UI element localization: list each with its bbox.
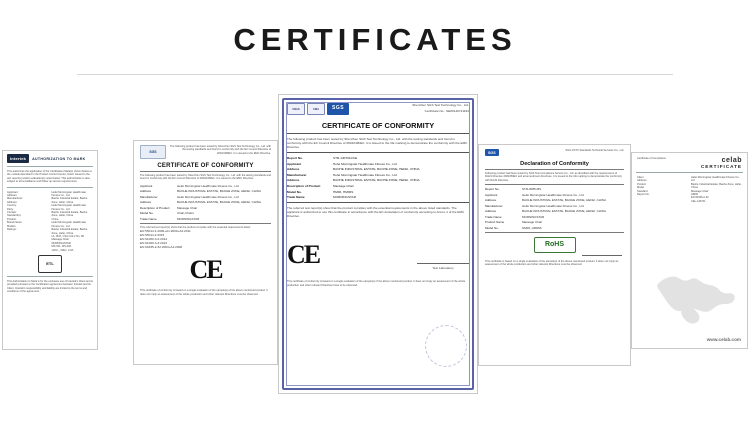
world-map-watermark-icon: [649, 262, 745, 332]
field-value: CEL-140721: [691, 199, 706, 203]
standard-item: EN 55014-1:2006+A1:2009+A2:2011: [140, 229, 191, 234]
field-value: Hefei Morningstar Healthmate Fitness Co., Ltd: [691, 176, 741, 183]
field-row: [479, 215, 630, 219]
sgs-logo-icon: SGS: [485, 149, 499, 156]
field-row: [134, 206, 277, 210]
divider: [485, 169, 624, 170]
rohs-issuer: SGS-CSTC Standards Technical Services Co., Ltd.: [565, 149, 624, 152]
divider: [287, 133, 469, 134]
field-key: Manufacturer: [287, 172, 307, 177]
field-key: Manufacturer: [140, 194, 158, 199]
sgs-logo-icon: SGS: [327, 103, 349, 115]
field-row: [287, 173, 469, 177]
field-key: Client: [637, 176, 644, 179]
page-title: CERTIFICATES: [233, 22, 517, 57]
intertek-header: [3, 151, 97, 163]
field-key: Contact:: [7, 211, 17, 215]
field-row: [479, 209, 630, 213]
ce-standards-list: [134, 229, 277, 249]
field-value: BAOHE INDUSTRIAL ESTATE, BAOHE ZONE, HEFEI, CHINA: [177, 189, 261, 194]
celab-heading: CERTIFICATE: [700, 164, 742, 169]
celab-logo: celab: [721, 157, 742, 164]
field-row: [287, 167, 469, 171]
field-value: Baohe Industrial Estate, Baohe Zone, Hefei, China: [51, 211, 88, 218]
accreditation-badge-icon: CNAS: [287, 103, 305, 115]
intertek-footer: This Authorization to Mark is for the exclusive use of Intertek's Client and is provided pursuant to the Certification agreement between Intertek and its Client. Intertek's responsibility and liability are limited to the terms and conditions of the agreement.: [7, 279, 93, 294]
field-key: Model: [637, 186, 645, 190]
field-row: [479, 187, 630, 191]
ce-mark-icon: CE: [189, 255, 222, 285]
field-key: Standard(s):: [7, 214, 22, 218]
divider: [636, 172, 743, 173]
field-key: Address: [637, 179, 647, 183]
certificate-ce-conformity[interactable]: [133, 140, 278, 365]
intertek-fields: [3, 191, 97, 252]
field-value: MORNINGSTAR: [333, 195, 356, 200]
celab-header: [632, 153, 747, 169]
field-key: Report No.: [637, 193, 650, 197]
field-key: Models:: [7, 224, 17, 228]
field-value: MS-001, MS-002: [51, 245, 72, 249]
field-key: Address: [287, 178, 300, 183]
field-key: Address: [140, 189, 152, 194]
field-key: Description of Product: [140, 205, 170, 210]
field-row: [287, 156, 469, 160]
conformity-heading: CERTIFICATE OF CONFORMITY: [321, 121, 435, 130]
field-key: Trade Name: [140, 216, 157, 221]
ce-standards-label: This referred test report(s) show that the product complies with the essential requirements listed:: [140, 225, 251, 229]
field-row: [134, 189, 277, 193]
field-key: Manufacturer:: [7, 197, 24, 201]
field-row: [479, 198, 630, 202]
field-value: Massage Chair: [333, 183, 354, 188]
certificate-intertek[interactable]: [2, 150, 98, 350]
field-value: Hefei Morningstar Healthmate Fitness Co., Ltd: [522, 192, 584, 197]
cert-no-label: Certificate No.:: [424, 109, 446, 113]
signature-line: [417, 263, 469, 264]
field-value: Massage Chair: [691, 189, 709, 193]
field-key: Country:: [7, 204, 17, 208]
field-key: Applicant: [140, 183, 153, 188]
field-key: Manufacturer: [485, 203, 503, 208]
title-divider: [77, 74, 673, 75]
sgs-logo-icon: SGS: [140, 145, 166, 159]
field-value: BAOHE INDUSTRIAL ESTATE, BAOHE ZONE, HEFEI, CHINA: [177, 200, 261, 205]
field-value: MORNINGSTAR: [51, 241, 71, 245]
conformity-footer: This certificate of conformity is based on a single evaluation of the sample(s) of the above mentioned product. It does not imply an assessment of the whole production and other relevant Directives have to be observed.: [287, 280, 466, 287]
certificate-rohs-declaration[interactable]: [478, 144, 631, 366]
field-value: Baohe Industrial Estate, Baohe Zone, Hefei, China: [51, 197, 88, 204]
field-value: BAOHE INDUSTRIAL ESTATE, BAOHE ZONE, HEFEI, CHINA: [522, 198, 606, 203]
field-key: Address: [485, 209, 497, 214]
field-value: Massage Chair: [177, 205, 198, 210]
celab-fields: [632, 176, 747, 203]
field-key: Ratings:: [7, 228, 17, 232]
field-key: Report No.: [485, 187, 500, 192]
field-key: Report No.: [287, 156, 303, 160]
field-key: Model No.: [140, 211, 154, 216]
cert-no-value: SEZ0140721194: [446, 109, 469, 113]
field-value: HM06, HM06S: [333, 189, 354, 194]
divider: [7, 166, 93, 167]
rohs-fields: [479, 187, 630, 230]
field-value: Hefei Morningstar Healthmate Fitness Co., Ltd: [522, 203, 584, 208]
field-value: BAOHE INDUSTRIAL ESTATE, BAOHE ZONE, HEFEI, CHINA: [333, 167, 420, 172]
field-value: HM06: [691, 193, 698, 197]
field-value: Hefei Morningstar Healthmate Fitness Co., Ltd: [51, 221, 86, 228]
field-value: HM06, HM06S: [522, 225, 542, 230]
conformity-header: [287, 103, 469, 115]
field-row: [287, 184, 469, 188]
field-row: [134, 200, 277, 204]
field-row: [287, 162, 469, 166]
field-key: Party:: [7, 207, 14, 211]
field-value: 120V~, 60Hz, 2.0A: [51, 248, 74, 252]
certificate-of-conformity[interactable]: [278, 94, 478, 394]
conformity-intro: The following product has been tested by Shenzhen SGS Test Technology Co., Ltd. with the testing standards and found in conformity with the EC Council Directive of 2004/108/EC. It is issued to the CE marking to demonstrate the conformity with the EMC Directive.: [287, 137, 468, 149]
field-value: UL 1647, CSA C22.2 No. 68: [51, 234, 84, 238]
field-row: [479, 204, 630, 208]
field-value: Hefei Morningstar Healthmate Fitness Co., Ltd: [177, 194, 239, 199]
field-value: BAOHE INDUSTRIAL ESTATE, BAOHE ZONE, HEFEI, CHINA: [333, 178, 420, 183]
field-value: Hefei Morningstar Healthmate Fitness Co., Ltd: [51, 190, 86, 198]
field-key: Description of Product: [287, 183, 321, 188]
field-value: Hefei Morningstar Healthmate Fitness Co., Ltd: [333, 172, 397, 177]
field-row: [134, 211, 277, 215]
conformity-standards-label: The referred test report(s) show that the product complies with the essential requirements in the above listed standards. The applicant is authorized to use this certificate in accordance with the EC declaration of conformity according to Annex 1 of the EMC Directive.: [287, 206, 465, 219]
divider: [287, 152, 469, 153]
field-row: [287, 178, 469, 182]
rohs-footer: This certificate is based on a single evaluation of the sample(s) of the above mentioned product. It does not imply an assessment of the whole production and other relevant Directives must be observed.: [485, 259, 619, 267]
ce-footer: This certificate of conformity is based on a single evaluation of the sample(s) of the above mentioned product. It does not imply an assessment of the whole production and other relevant Directives must be observed.: [140, 289, 268, 296]
field-key: Applicant: [485, 192, 498, 197]
accreditation-badges: [287, 103, 349, 115]
accreditation-badge-icon: CMA: [307, 103, 325, 115]
field-value: Chair-Chairs: [177, 211, 194, 216]
divider: [485, 232, 624, 233]
intertek-heading: AUTHORIZATION TO MARK: [32, 156, 86, 161]
field-row: [287, 190, 469, 194]
field-value: Massage Chair: [51, 238, 69, 242]
field-value: MORNINGSTAR: [177, 216, 200, 221]
field-value: Hefei Morningstar Healthmate Fitness Co., Ltd: [333, 161, 397, 166]
field-value: MORNINGSTAR: [522, 214, 545, 219]
conformity-fields: [287, 156, 469, 199]
field-key: Trade Name: [287, 195, 305, 200]
signature-line: [582, 255, 622, 256]
divider: [7, 276, 93, 277]
field-value: China: [51, 217, 59, 221]
field-value: Hefei Morningstar Healthmate Fitness Co., Ltd: [51, 204, 86, 211]
celab-url: www.celab.com: [706, 337, 741, 342]
field-key: Standard: [637, 189, 648, 193]
seal-stamp-icon: [425, 325, 467, 367]
field-key: Address: [485, 198, 497, 203]
field-row: [479, 220, 630, 224]
certificate-celab[interactable]: [631, 152, 748, 349]
divider: [140, 171, 271, 172]
field-value: Massage Chair: [522, 220, 543, 225]
field-key: Address: [287, 167, 300, 172]
divider: [7, 187, 93, 188]
field-value: STR-1407611/CE: [333, 156, 358, 160]
field-key: Model No.: [287, 189, 302, 194]
field-key: Applicant: [287, 161, 302, 166]
certificate-gallery: [0, 78, 750, 436]
field-key: Address: [140, 200, 152, 205]
field-key: Address:: [7, 200, 18, 204]
rohs-header: [479, 145, 630, 156]
etl-mark-icon: ETL: [38, 255, 62, 273]
standard-item: EN 61000-3-3:2013: [140, 241, 168, 246]
celab-subheading: Certificate of Compliance: [637, 157, 666, 160]
ce-fields: [134, 184, 277, 221]
ce-header: [134, 141, 277, 159]
ce-heading: CERTIFICATE OF CONFORMITY: [157, 163, 254, 169]
divider: [140, 223, 271, 224]
field-value: BAOHE INDUSTRIAL ESTATE, BAOHE ZONE, HEFEI, CHINA: [522, 209, 606, 214]
field-key: Address:: [7, 194, 18, 198]
field-key: Applicant:: [7, 190, 19, 194]
field-value: EN 60335-2-32: [691, 196, 709, 200]
standard-item: EN 55014-2:2015: [140, 233, 165, 238]
field-value: Baohe Industrial Estate, Baohe Zone, Hefei, China: [51, 228, 88, 235]
field-value: Baohe Industrial Estate, Baohe Zone, Hefei, China: [691, 182, 742, 190]
field-value: Hefei Morningstar Healthmate Fitness Co., Ltd: [177, 183, 239, 188]
field-row: [479, 193, 630, 197]
rohs-intro: Following product had been tested by SGS Test Compliance Service Co., Ltd. as identified with the requirements of RoHS Directive 2002/95/EC and all amendment directives. It is issued to the CE marking to demonstrate the conformity with RoHS Directive.: [485, 172, 622, 182]
ce-issuer: The following product has been tested by Shenzhen SGS Test Technology Co., Ltd. with the testing standards and found in conformity with the EC Council Directive of 2004/108/EC. It is issued to the EMC Directive.: [170, 145, 271, 155]
field-key: Brand Name:: [7, 221, 23, 225]
divider: [287, 202, 469, 203]
test-laboratory-label: Test Laboratory: [432, 266, 454, 271]
field-key: Product:: [7, 217, 17, 221]
field-row: [134, 184, 277, 188]
ce-mark-icon: CE: [287, 240, 320, 270]
field-row: [134, 195, 277, 199]
field-key: Product: [637, 182, 646, 186]
rohs-heading: Declaration of Conformity: [520, 161, 589, 167]
field-key: Trade Name: [485, 214, 502, 219]
rohs-mark-icon: RoHS: [534, 237, 576, 253]
field-row: [134, 217, 277, 221]
field-key: Product Name: [485, 220, 505, 225]
ce-intro: The following product has been tested by Shenzhen SGS Test Technology Co., Ltd. with the testing standards and found in conformity with the EC Council Directive of 2004/108/EC. It is issued to the EMC Directive.: [140, 174, 271, 181]
field-row: [287, 195, 469, 199]
intertek-intro: This authorizes the application of the Certification Mark(s) shown below to the models described in the Product Control Centre, listed. Issued to the test report(s) and/or evaluation(s) noted below. This authorization is also subject to all surveillance and follow up service requirements.: [7, 170, 92, 184]
field-row: [479, 226, 630, 230]
conformity-issuer: Shenzhen SGS Test Technology Co., Ltd.: [412, 103, 469, 107]
standard-item: EN 61000-3-2:2014: [140, 237, 168, 242]
field-value: STR-0085-MS: [522, 187, 542, 192]
divider: [485, 184, 624, 185]
intertek-logo: Intertek: [7, 154, 29, 163]
field-key: Model No.: [485, 225, 499, 230]
standard-item: EN 60335-2-32:2003+A1:2008: [140, 245, 183, 250]
